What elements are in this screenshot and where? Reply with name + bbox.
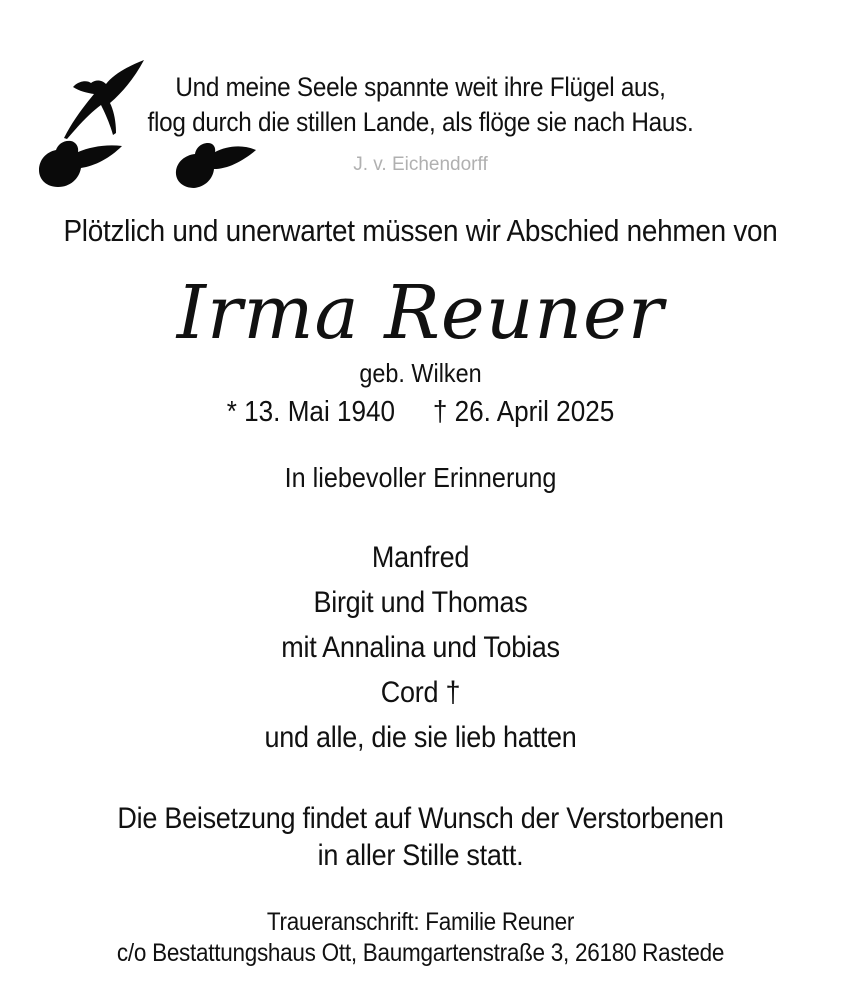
mourner-line: Cord † xyxy=(380,676,461,709)
intro-line: Plötzlich und unerwartet müssen wir Abschied nehmen von xyxy=(63,213,778,248)
mourning-address-line-1: Traueranschrift: Familie Reuner xyxy=(266,908,575,936)
burial-notice xyxy=(42,800,799,874)
quote-line-1: Und meine Seele spannte weit ihre Flügel aus, xyxy=(175,72,666,102)
burial-notice-line-1: Die Beisetzung findet auf Wunsch der Verstorbenen xyxy=(117,802,724,835)
mourner-line: mit Annalina und Tobias xyxy=(281,631,560,664)
mourner-line: und alle, die sie lieb hatten xyxy=(264,721,577,754)
bird-gliding-left-icon xyxy=(39,141,122,187)
maiden-name: geb. Wilken xyxy=(359,358,482,388)
remembrance-line: In liebevoller Erinnerung xyxy=(284,462,557,493)
mourner-line: Manfred xyxy=(371,541,470,574)
life-dates xyxy=(42,394,799,430)
deceased-name: Irma Reuner xyxy=(176,270,665,356)
mourning-address-line-2: c/o Bestattungshaus Ott, Baumgartenstraße 3, 26180 Rastede xyxy=(116,939,725,967)
bird-gliding-right-icon xyxy=(176,143,256,188)
mourner-line: Birgit und Thomas xyxy=(313,586,528,619)
mourners-list xyxy=(42,535,799,760)
quote-line-2: flog durch die stillen Lande, als flöge sie nach Haus. xyxy=(147,107,694,137)
burial-notice-line-2: in aller Stille statt. xyxy=(317,839,524,872)
quote-block xyxy=(42,0,799,140)
death-date: † 26. April 2025 xyxy=(432,396,615,428)
mourning-address xyxy=(42,907,799,969)
quote-attribution: J. v. Eichendorff xyxy=(353,154,488,175)
birth-date: * 13. Mai 1940 xyxy=(226,396,396,428)
